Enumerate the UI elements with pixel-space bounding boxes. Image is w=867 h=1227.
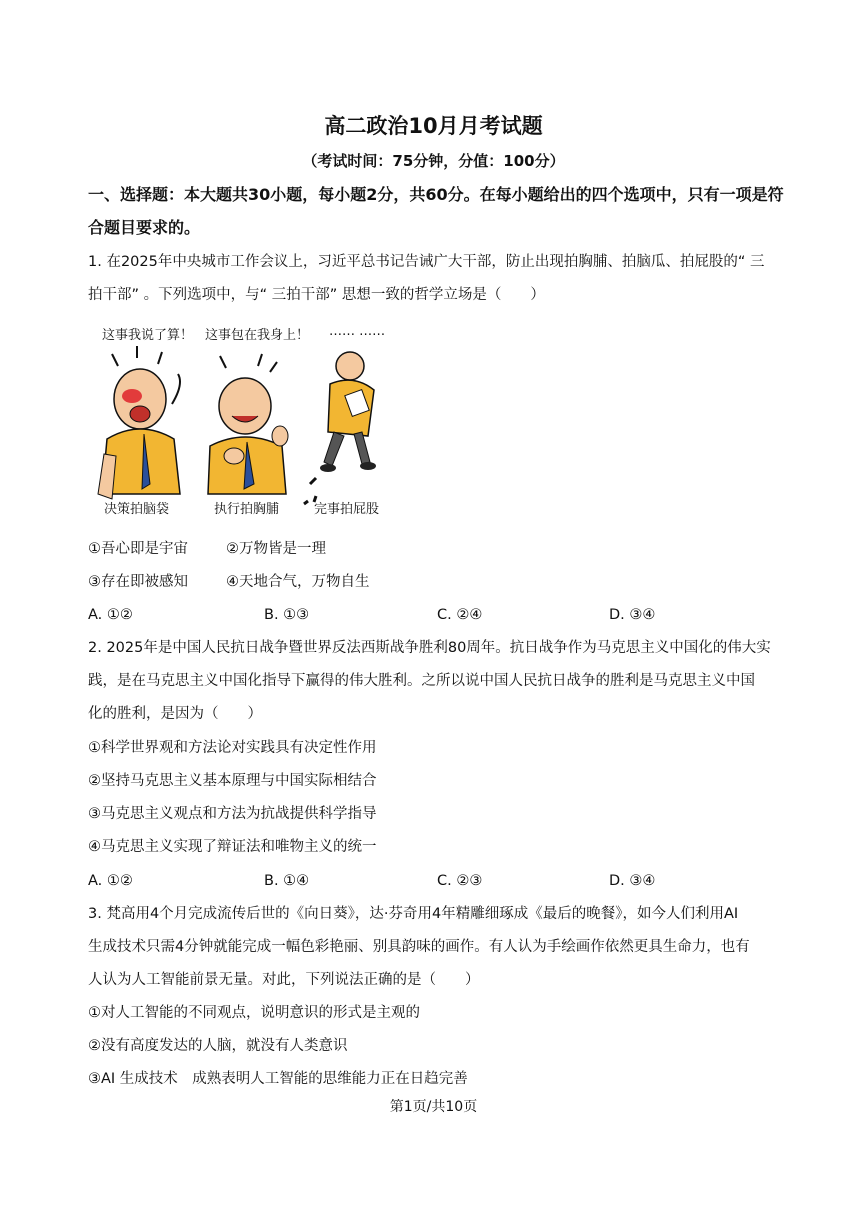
- q2-option-c: C. ②③: [437, 873, 483, 889]
- cartoon-figure-1: [98, 346, 180, 499]
- q2-item-2: ②坚持马克思主义基本原理与中国实际相结合: [88, 773, 377, 789]
- q3-item-1: ①对人工智能的不同观点，说明意识的形式是主观的: [88, 1005, 420, 1021]
- q3-stem-line-2: 生成技术只需4分钟就能完成一幅色彩艳丽、别具韵味的画作。有人认为手绘画作依然更具生命力，也有: [88, 939, 750, 955]
- q1-option-a: A. ①②: [88, 607, 133, 623]
- q3-stem-line-3: 人认为人工智能前景无量。对此，下列说法正确的是（ ）: [88, 972, 480, 988]
- q1-option-b: B. ①③: [264, 607, 310, 623]
- page-number: 第1页/共10页: [389, 1099, 478, 1115]
- q2-item-4: ④马克思主义实现了辩证法和唯物主义的统一: [88, 839, 377, 855]
- exam-subtitle: （考试时间：75分钟，分值：100分）: [302, 152, 565, 170]
- cartoon-bubble-1: 这事我说了算！: [102, 328, 194, 343]
- q2-option-d: D. ③④: [609, 873, 656, 889]
- q3-item-2: ②没有高度发达的人脑，就没有人类意识: [88, 1038, 348, 1054]
- q1-stem-line-1: 1. 在2025年中央城市工作会议上，习近平总书记告诫广大干部，防止出现拍胸脯、拍脑瓜、拍屁股的“ 三: [88, 254, 765, 270]
- q2-option-b: B. ①④: [264, 873, 310, 889]
- cartoon-bubble-2: 这事包在我身上！: [205, 328, 310, 343]
- section-heading: 一、选择题：本大题共30小题，每小题2分，共60分。在每小题给出的四个选项中，只有一项是符合题目要求的。: [88, 185, 784, 237]
- cartoon-figure-3: [304, 352, 376, 504]
- q2-item-3: ③马克思主义观点和方法为抗战提供科学指导: [88, 806, 377, 822]
- q1-item-4: ④天地合气，万物自生: [226, 574, 370, 590]
- exam-title: 高二政治10月月考试题: [324, 114, 543, 138]
- q3-stem-line-1: 3. 梵高用4个月完成流传后世的《向日葵》，达·芬奇用4年精雕细琢成《最后的晚餐》，如今人们利用AI: [88, 906, 739, 922]
- cartoon-figure-2: [208, 354, 288, 494]
- q1-option-c: C. ②④: [437, 607, 483, 623]
- q1-stem-line-2: 拍干部” 。下列选项中，与“ 三拍干部” 思想一致的哲学立场是（ ）: [88, 287, 545, 303]
- q1-item-3: ③存在即被感知: [88, 574, 188, 590]
- cartoon-drawing: [92, 344, 412, 514]
- cartoon-caption-2: 执行拍胸脯: [214, 502, 280, 517]
- q1-item-2: ②万物皆是一理: [226, 541, 326, 557]
- cartoon-caption-1: 决策拍脑袋: [104, 502, 170, 517]
- q1-option-d: D. ③④: [609, 607, 656, 623]
- q2-option-a: A. ①②: [88, 873, 133, 889]
- q2-stem-line-3: 化的胜利，是因为（ ）: [88, 706, 262, 722]
- q1-item-1: ①吾心即是宇宙: [88, 541, 188, 557]
- q1-cartoon: [92, 320, 412, 520]
- q2-stem-line-2: 践，是在马克思主义中国化指导下赢得的伟大胜利。之所以说中国人民抗日战争的胜利是马克思主义中国: [88, 673, 755, 689]
- q2-item-1: ①科学世界观和方法论对实践具有决定性作用: [88, 740, 377, 756]
- q3-item-3: ③AI 生成技术 成熟表明人工智能的思维能力正在日趋完善: [88, 1071, 468, 1087]
- cartoon-caption-3: 完事拍屁股: [314, 502, 380, 517]
- q2-stem-line-1: 2. 2025年是中国人民抗日战争暨世界反法西斯战争胜利80周年。抗日战争作为马克思主义中国化的伟大实: [88, 640, 771, 656]
- cartoon-bubble-3: …… ……: [329, 324, 386, 339]
